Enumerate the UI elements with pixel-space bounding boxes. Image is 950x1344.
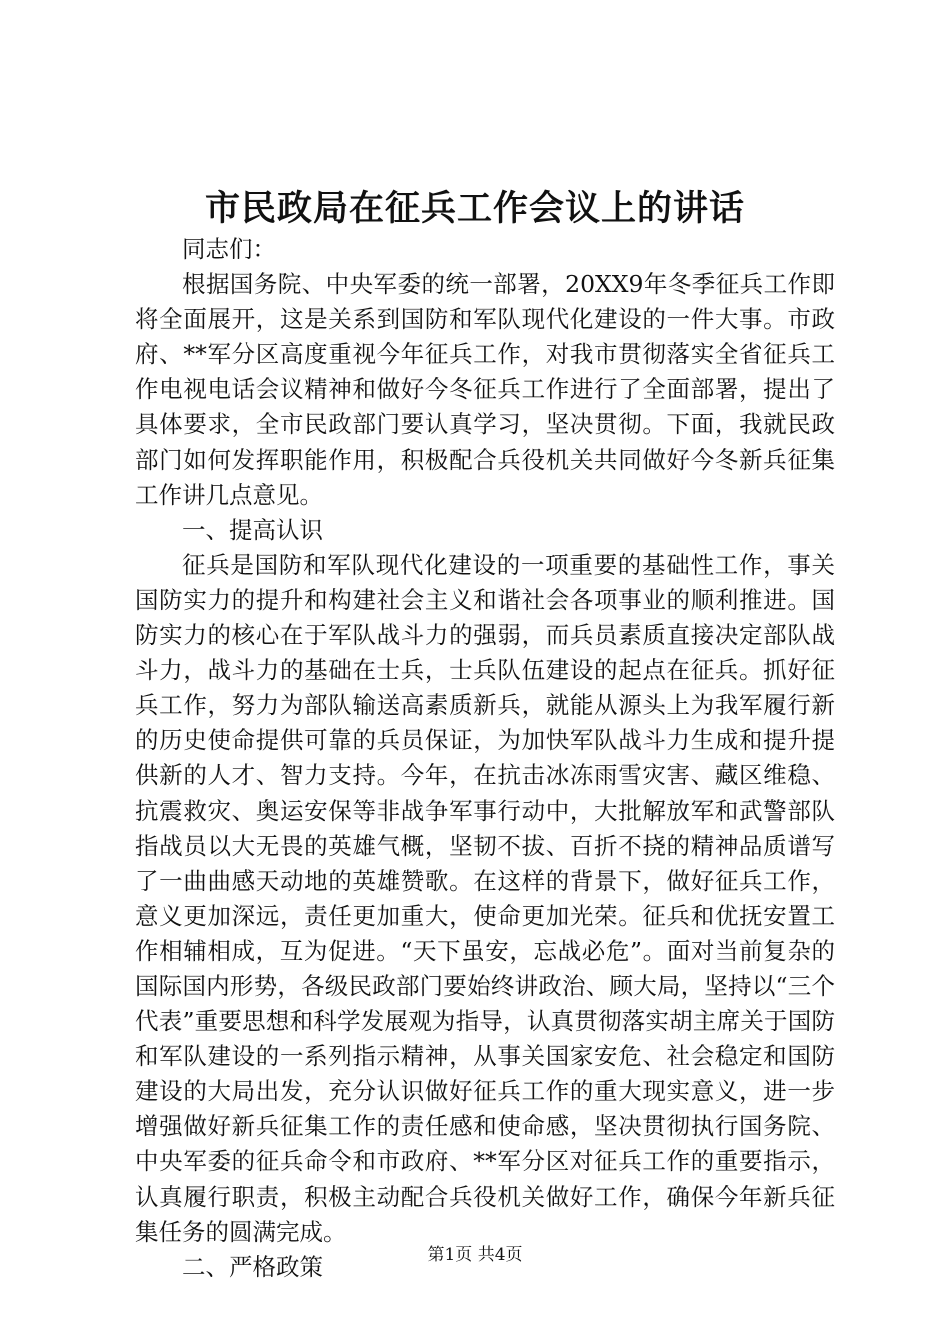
paragraph-intro: 根据国务院、中央军委的统一部署，20XX9年冬季征兵工作即将全面展开，这是关系到国防和军队现代化建设的一件大事。市政府、**军分区高度重视今年征兵工作，对我市贯彻落实全省征兵工作电视电话会议精神和做好今冬征兵工作进行了全面部署，提出了具体要求，全市民政部门要认真学习，坚决贯彻。下面，我就民政部门如何发挥职能作用，积极配合兵役机关共同做好今冬新兵征集工作讲几点意见。 (135, 270, 835, 509)
document-body (135, 232, 835, 1285)
page-number: 第1页 共4页 (427, 1245, 523, 1265)
section-heading-1: 一、提高认识 (182, 515, 323, 544)
salutation: 同志们： (182, 235, 276, 263)
paragraph-section-1: 征兵是国防和军队现代化建设的一项重要的基础性工作，事关国防实力的提升和构建社会主义和谐社会各项事业的顺利推进。国防实力的核心在于军队战斗力的强弱，而兵员素质直接决定部队战斗力，战斗力的基础在士兵，士兵队伍建设的起点在征兵。抓好征兵工作，努力为部队输送高素质新兵，就能从源头上为我军履行新的历史使命提供可靠的兵员保证，为加快军队战斗力生成和提升提供新的人才、智力支持。今年，在抗击冰冻雨雪灾害、藏区维稳、抗震救灾、奥运安保等非战争军事行动中，大批解放军和武警部队指战员以大无畏的英雄气概，坚韧不拔、百折不挠的精神品质谱写了一曲曲感天动地的英雄赞歌。在这样的背景下，做好征兵工作，意义更加深远，责任更加重大，使命更加光荣。征兵和优抚安置工作相辅相成，互为促进。“天下虽安，忘战必危”。面对当前复杂的国际国内形势，各级民政部门要始终讲政治、顾大局，坚持以“三个代表”重要思想和科学发展观为指导，认真贯彻落实胡主席关于国防和军队建设的一系列指示精神，从事关国家安危、社会稳定和国防建设的大局出发，充分认识做好征兵工作的重大现实意义，进一步增强做好新兵征集工作的责任感和使命感，坚决贯彻执行国务院、中央军委的征兵命令和市政府、**军分区对征兵工作的重要指示，认真履行职责，积极主动配合兵役机关做好工作，确保今年新兵征集任务的圆满完成。 (135, 550, 835, 1246)
document-title: 市民政局在征兵工作会议上的讲话 (204, 188, 745, 229)
section-heading-2: 二、严格政策 (182, 1252, 323, 1281)
